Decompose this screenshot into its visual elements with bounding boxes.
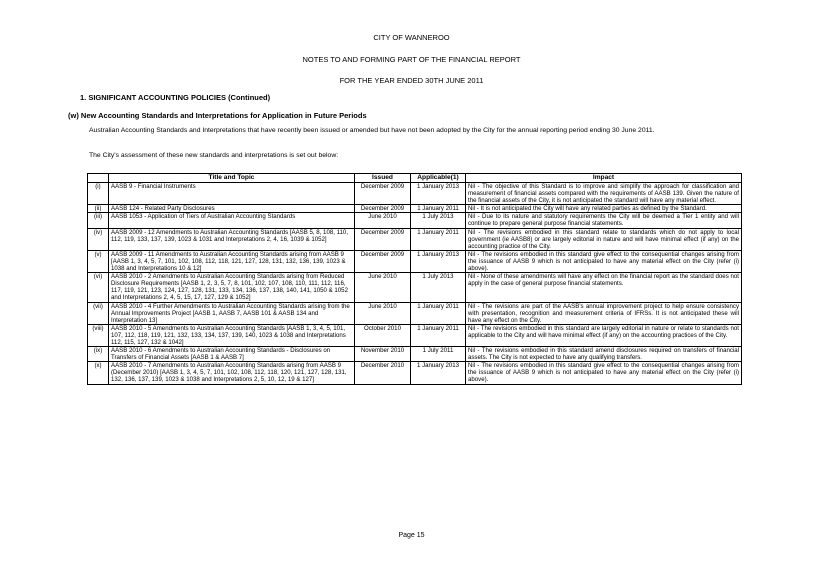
row-title: AASB 1053 - Application of Tiers of Australian Accounting Standards	[109, 213, 355, 228]
col-header-impact: Impact	[466, 174, 742, 183]
row-impact: Nil - None of these amendments will have any effect on the financial report as the standard does not apply in the case of general purpose financial statements.	[466, 273, 742, 302]
row-applicable: 1 July 2013	[411, 273, 466, 302]
row-applicable: 1 January 2011	[411, 205, 466, 213]
row-impact: Nil - The revisions embodied in this standard give effect to the consequential changes arising from the issuance of AASB 9 which is not anticipated to have any material effect on the City (refer (i) above).	[466, 250, 742, 272]
row-title: AASB 2010 - 6 Amendments to Australian Accounting Standards - Disclosures on Transfers of Financial Assets [AASB 1 & AASB 7]	[109, 347, 355, 362]
row-title: AASB 2010 - 7 Amendments to Australian Accounting Standards arising from AASB 9 (December 2010) [AASB 1, 3, 4, 5, 7, 101, 102, 108, 112, 118, 120, 121, 127, 128, 131, 132, 136, 137, 139, 1023 & 1038 and Interpretations 2, 5, 10, 12, 19 & 127]	[109, 362, 355, 384]
row-impact: Nil - The revisions embodied in this standard give effect to the consequential changes arising from the issuance of AASB 9 which is not anticipated to have any material effect on the City (refer (i) above).	[466, 362, 742, 384]
table-row	[88, 302, 742, 324]
row-title: AASB 9 - Financial Instruments	[109, 183, 355, 205]
table-row	[88, 273, 742, 302]
table-row	[88, 213, 742, 228]
row-title: AASB 2010 - 4 Further Amendments to Australian Accounting Standards arising from the Annual Improvements Project [AASB 1, AASB 7, AASB 101 & AASB 134 and Interpretation 13]	[109, 302, 355, 324]
row-issued: June 2010	[355, 273, 411, 302]
row-title: AASB 2009 - 11 Amendments to Australian Accounting Standards arising from AASB 9 [AASB 1, 3, 4, 5, 7, 101, 102, 108, 112, 118, 121, 127, 128, 131, 132, 136, 139, 1023 & 1038 and Interpretations 10 & 12]	[109, 250, 355, 272]
report-period: FOR THE YEAR ENDED 30TH JUNE 2011	[339, 76, 484, 85]
standards-table	[87, 173, 742, 385]
row-title: AASB 2009 - 12 Amendments to Australian Accounting Standards [AASB 5, 8, 108, 110, 112, 119, 133, 137, 139, 1023 & 1031 and Interpretations 2, 4, 16, 1039 & 1052]	[109, 228, 355, 250]
row-applicable: 1 January 2011	[411, 324, 466, 346]
row-title: AASB 2010 - 2 Amendments to Australian Accounting Standards arising from Reduced Disclosure Requirements [AASB 1, 2, 3, 5, 7, 8, 101, 102, 107, 108, 110, 111, 112, 116, 117, 119, 121, 123, 124, 127, 128, 131, 133, 134, 136, 137, 138, 140, 141, 1050 & 1052 and Interpretations 2, 4, 5, 15, 17, 127, 129 & 1052]	[109, 273, 355, 302]
table-row	[88, 324, 742, 346]
col-header-applicable: Applicable(1)	[411, 174, 466, 183]
row-applicable: 1 January 2013	[411, 183, 466, 205]
page-number: Page 15	[398, 532, 425, 539]
row-number: (iii)	[88, 213, 109, 228]
intro-paragraph: Australian Accounting Standards and Interpretations that have recently been issued or amended but have not been adopted by the City for the annual reporting period ending 30 June 2011.	[89, 127, 655, 134]
table-row	[88, 347, 742, 362]
col-header-title: Title and Topic	[109, 174, 355, 183]
row-applicable: 1 July 2013	[411, 213, 466, 228]
row-number: (ix)	[88, 347, 109, 362]
row-number: (vii)	[88, 302, 109, 324]
row-impact: Nil - Due to its nature and statutory requirements the City will be deemed a Tier 1 entity and will continue to prepare general purpose financial statements.	[466, 213, 742, 228]
row-issued: June 2010	[355, 302, 411, 324]
report-subtitle: NOTES TO AND FORMING PART OF THE FINANCIAL REPORT	[302, 55, 521, 64]
row-number: (v)	[88, 250, 109, 272]
row-impact: Nil - The revisions embodied in this standard relate to standards which do not apply to local government (ie AASB8) or are largely editorial in nature and will have minimal effect (if any) on the accounting practice of the City.	[466, 228, 742, 250]
subsection-heading: (w) New Accounting Standards and Interpretations for Application in Future Periods	[68, 111, 367, 120]
row-number: (viii)	[88, 324, 109, 346]
assessment-paragraph: The City's assessment of these new standards and interpretations is set out below:	[89, 152, 339, 159]
row-issued: December 2009	[355, 205, 411, 213]
row-number: (iv)	[88, 228, 109, 250]
row-issued: October 2010	[355, 324, 411, 346]
row-number: (x)	[88, 362, 109, 384]
row-title: AASB 124 - Related Party Disclosures	[109, 205, 355, 213]
table-row	[88, 250, 742, 272]
row-applicable: 1 January 2013	[411, 250, 466, 272]
table-row	[88, 362, 742, 384]
row-applicable: 1 July 2011	[411, 347, 466, 362]
table-row	[88, 228, 742, 250]
table-row	[88, 205, 742, 213]
row-impact: Nil - The objective of this Standard is to improve and simplify the approach for classification and measurement of financial assets compared with the requirements of AASB 139. Given the nature of the financial assets of the City, it is not anticipated the standard will have any material effect.	[466, 183, 742, 205]
table-row	[88, 183, 742, 205]
row-issued: December 2009	[355, 250, 411, 272]
row-issued: December 2009	[355, 183, 411, 205]
row-issued: December 2009	[355, 228, 411, 250]
row-number: (vi)	[88, 273, 109, 302]
row-applicable: 1 January 2011	[411, 302, 466, 324]
row-issued: November 2010	[355, 347, 411, 362]
row-impact: Nil - The revisions embodied in this standard are largely editorial in nature or relate to standards not applicable to the City and will have minimal effect (if any) on the accounting practices of the City.	[466, 324, 742, 346]
row-applicable: 1 January 2011	[411, 228, 466, 250]
row-issued: June 2010	[355, 213, 411, 228]
row-issued: December 2010	[355, 362, 411, 384]
row-title: AASB 2010 - 5 Amendments to Australian Accounting Standards [AASB 1, 3, 4, 5, 101, 107, 112, 118, 119, 121, 132, 133, 134, 137, 139, 140, 1023 & 1038 and Interpretations 112, 115, 127, 132 & 1042]	[109, 324, 355, 346]
section-heading: 1. SIGNIFICANT ACCOUNTING POLICIES (Continued)	[80, 93, 271, 102]
row-impact: Nil - It is not anticipated the City will have any related parties as defined by the Standard.	[466, 205, 742, 213]
row-applicable: 1 January 2013	[411, 362, 466, 384]
row-number: (i)	[88, 183, 109, 205]
row-number: (ii)	[88, 205, 109, 213]
row-impact: Nil - The revisions embodied in this standard amend disclosures required on transfers of financial assets. The City is not expected to have any qualifying transfers.	[466, 347, 742, 362]
col-header-number	[88, 174, 109, 183]
org-title: CITY OF WANNEROO	[373, 33, 450, 42]
row-impact: Nil - The revisions are part of the AASB's annual improvement project to help ensure consistency with presentation, recognition and measurement criteria of IFRSs. It is not anticipated these will have any effect on the City.	[466, 302, 742, 324]
col-header-issued: Issued	[355, 174, 411, 183]
table-header-row	[88, 174, 742, 183]
